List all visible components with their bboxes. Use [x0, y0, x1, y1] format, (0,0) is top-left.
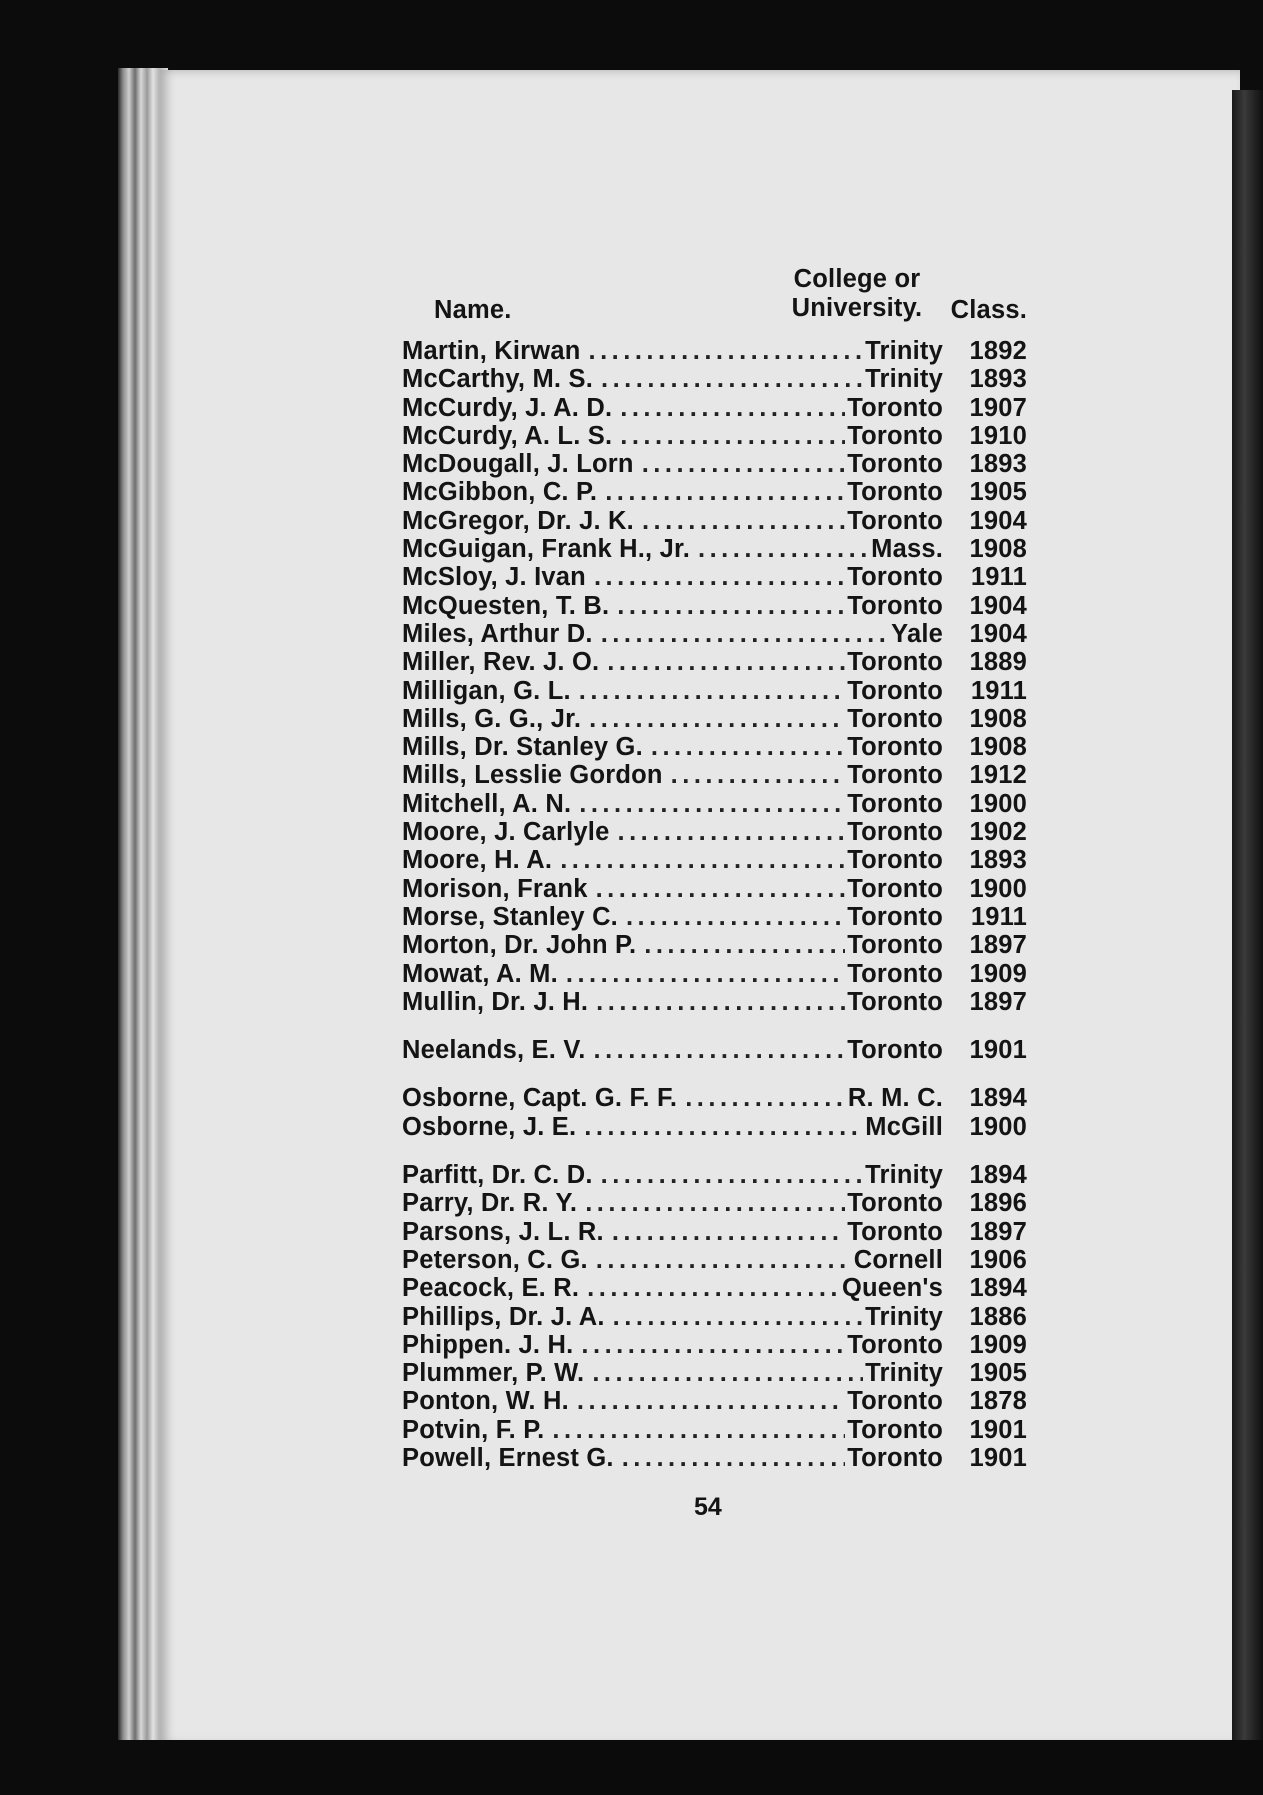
entry-name: Osborne, Capt. G. F. F. — [402, 1084, 678, 1113]
dot-leader — [566, 960, 845, 988]
entry-class-year: 1910 — [969, 421, 1027, 450]
entry-name: Phippen. J. H. — [402, 1330, 574, 1359]
list-item — [402, 563, 1027, 591]
entry-school: Toronto — [847, 733, 943, 762]
entry-class-year: 1894 — [969, 1274, 1027, 1303]
entry-class-year: 1886 — [969, 1302, 1027, 1331]
dot-leader — [592, 1359, 863, 1387]
dot-leader — [605, 478, 845, 506]
entry-school: McGill — [865, 1112, 943, 1141]
list-item — [402, 535, 1027, 563]
entry-class-year: 1908 — [969, 535, 1027, 564]
list-item — [402, 422, 1027, 450]
dot-leader — [651, 733, 845, 761]
entry-school: Toronto — [847, 563, 943, 592]
entry-name: Mills, Dr. Stanley G. — [402, 733, 643, 762]
list-item — [402, 365, 1027, 393]
entry-school: Toronto — [847, 1189, 943, 1218]
list-item — [402, 337, 1027, 365]
entry-name: McCurdy, J. A. D. — [402, 393, 613, 422]
list-item — [402, 620, 1027, 648]
dot-leader — [589, 705, 845, 733]
dot-leader — [552, 1416, 845, 1444]
dot-leader — [584, 1113, 863, 1141]
entry-rows — [402, 337, 1027, 1472]
entry-class-year: 1894 — [969, 1161, 1027, 1190]
list-item — [402, 450, 1027, 478]
dot-leader — [594, 563, 845, 591]
entry-name: Morton, Dr. John P. — [402, 931, 637, 960]
entry-school: Toronto — [847, 1330, 943, 1359]
dot-leader — [585, 1189, 845, 1217]
list-item — [402, 1387, 1027, 1415]
dot-leader — [685, 1084, 846, 1112]
list-item — [402, 705, 1027, 733]
list-item — [402, 818, 1027, 846]
list-item — [402, 1274, 1027, 1302]
list-item — [402, 478, 1027, 506]
entry-name: Peterson, C. G. — [402, 1245, 588, 1274]
entry-name: Mitchell, A. N. — [402, 789, 572, 818]
list-item — [402, 394, 1027, 422]
class-column-header: Class. — [950, 296, 1027, 324]
entry-class-year: 1912 — [969, 761, 1027, 790]
entry-name: Moore, H. A. — [402, 846, 553, 875]
entry-school: Toronto — [847, 1387, 943, 1416]
entry-school: Toronto — [847, 1217, 943, 1246]
entry-class-year: 1892 — [969, 337, 1027, 365]
entry-class-year: 1904 — [969, 591, 1027, 620]
dot-leader — [617, 592, 845, 620]
dot-leader — [577, 1387, 845, 1415]
dot-leader — [596, 875, 846, 903]
entry-name: McGibbon, C. P. — [402, 478, 598, 507]
entry-name: Martin, Kirwan — [402, 337, 581, 365]
entry-class-year: 1893 — [969, 450, 1027, 479]
page-number: 54 — [694, 1493, 722, 1521]
dot-leader — [642, 450, 845, 478]
list-item — [402, 988, 1027, 1016]
entry-school: Toronto — [847, 704, 943, 733]
entry-name: Osborne, J. E. — [402, 1112, 577, 1141]
dot-leader — [613, 1303, 863, 1331]
college-header-line1: College or — [793, 265, 921, 293]
list-item — [402, 761, 1027, 789]
entry-class-year: 1906 — [969, 1245, 1027, 1274]
entry-school: Toronto — [847, 846, 943, 875]
entry-name: Mowat, A. M. — [402, 959, 558, 988]
entry-school: Trinity — [865, 337, 943, 365]
entry-class-year: 1878 — [969, 1387, 1027, 1416]
entry-name: Miller, Rev. J. O. — [402, 648, 600, 677]
column-header — [402, 265, 1027, 327]
dot-leader — [581, 1331, 845, 1359]
entry-school: Toronto — [847, 478, 943, 507]
dot-leader — [601, 1161, 863, 1189]
entry-school: Toronto — [847, 506, 943, 535]
entry-class-year: 1904 — [969, 506, 1027, 535]
list-item — [402, 790, 1027, 818]
dot-leader — [698, 535, 869, 563]
group-separator — [402, 1064, 1027, 1084]
entry-school: Toronto — [847, 1415, 943, 1444]
entry-name: McCurdy, A. L. S. — [402, 421, 613, 450]
list-item — [402, 677, 1027, 705]
entry-name: Moore, J. Carlyle — [402, 818, 610, 847]
entry-name: Ponton, W. H. — [402, 1387, 569, 1416]
entry-name: Morison, Frank — [402, 874, 588, 903]
dot-leader — [601, 620, 889, 648]
entry-name: McGregor, Dr. J. K. — [402, 506, 634, 535]
entry-class-year: 1894 — [969, 1084, 1027, 1113]
entry-school: Toronto — [847, 676, 943, 705]
entry-school: Trinity — [865, 1161, 943, 1190]
entry-name: Miles, Arthur D. — [402, 619, 593, 648]
entry-name: McQuesten, T. B. — [402, 591, 610, 620]
list-item — [402, 960, 1027, 988]
entry-school: R. M. C. — [847, 1084, 943, 1113]
entry-class-year: 1905 — [969, 1359, 1027, 1388]
entry-name: Parry, Dr. R. Y. — [402, 1189, 578, 1218]
dot-leader — [593, 1036, 845, 1064]
dot-leader — [596, 1246, 852, 1274]
entry-class-year: 1902 — [969, 818, 1027, 847]
dot-leader — [560, 846, 845, 874]
dot-leader — [589, 337, 864, 365]
entry-name: Powell, Ernest G. — [402, 1443, 614, 1472]
entry-class-year: 1908 — [969, 704, 1027, 733]
entry-class-year: 1897 — [969, 987, 1027, 1016]
dot-leader — [607, 648, 845, 676]
entry-name: Plummer, P. W. — [402, 1359, 585, 1388]
list-item — [402, 1416, 1027, 1444]
list-item — [402, 733, 1027, 761]
entry-school: Toronto — [847, 761, 943, 790]
entry-class-year: 1893 — [969, 846, 1027, 875]
dot-leader — [596, 988, 845, 1016]
bottom-shadow — [150, 1740, 1263, 1795]
dot-leader — [601, 365, 863, 393]
name-column-header: Name. — [434, 296, 512, 324]
entry-school: Toronto — [847, 450, 943, 479]
entry-school: Toronto — [847, 874, 943, 903]
group-separator — [402, 1141, 1027, 1161]
entry-school: Trinity — [865, 365, 943, 394]
entry-class-year: 1900 — [969, 1112, 1027, 1141]
list-item — [402, 931, 1027, 959]
entry-name: McDougall, J. Lorn — [402, 450, 634, 479]
entry-name: Peacock, E. R. — [402, 1274, 580, 1303]
entry-class-year: 1897 — [969, 1217, 1027, 1246]
entry-name: Parfitt, Dr. C. D. — [402, 1161, 593, 1190]
list-item — [402, 1331, 1027, 1359]
list-item — [402, 1189, 1027, 1217]
entry-class-year: 1900 — [969, 874, 1027, 903]
entry-school: Toronto — [847, 789, 943, 818]
entry-school: Toronto — [847, 393, 943, 422]
entry-school: Toronto — [847, 959, 943, 988]
entry-school: Toronto — [847, 1443, 943, 1472]
entry-school: Toronto — [847, 421, 943, 450]
entry-name: Mills, Lesslie Gordon — [402, 761, 663, 790]
entry-name: Mills, G. G., Jr. — [402, 704, 582, 733]
entry-class-year: 1900 — [969, 789, 1027, 818]
entry-school: Toronto — [847, 818, 943, 847]
entry-school: Toronto — [847, 1036, 943, 1065]
entry-name: McSloy, J. Ivan — [402, 563, 586, 592]
entry-class-year: 1904 — [969, 619, 1027, 648]
dot-leader — [579, 790, 845, 818]
entry-school: Queen's — [842, 1274, 943, 1303]
entry-name: Milligan, G. L. — [402, 676, 571, 705]
entry-school: Toronto — [847, 902, 943, 931]
entry-name: Mullin, Dr. J. H. — [402, 987, 589, 1016]
list-item — [402, 592, 1027, 620]
list-item — [402, 648, 1027, 676]
dot-leader — [620, 394, 845, 422]
entry-school: Trinity — [865, 1302, 943, 1331]
dot-leader — [622, 1444, 845, 1472]
list-item — [402, 507, 1027, 535]
entry-class-year: 1911 — [970, 902, 1027, 931]
entry-name: Phillips, Dr. J. A. — [402, 1302, 605, 1331]
entry-class-year: 1908 — [969, 733, 1027, 762]
list-item — [402, 1303, 1027, 1331]
list-item — [402, 875, 1027, 903]
entry-school: Trinity — [865, 1359, 943, 1388]
entry-school: Toronto — [847, 931, 943, 960]
dot-leader — [617, 818, 845, 846]
entry-school: Cornell — [853, 1245, 943, 1274]
entry-class-year: 1893 — [969, 365, 1027, 394]
book-right-edge — [1232, 90, 1263, 1740]
entry-class-year: 1889 — [969, 648, 1027, 677]
entry-class-year: 1901 — [969, 1443, 1027, 1472]
group-separator — [402, 1016, 1027, 1036]
dot-leader — [626, 903, 845, 931]
dot-leader — [612, 1218, 845, 1246]
list-item — [402, 1246, 1027, 1274]
entry-school: Toronto — [847, 987, 943, 1016]
dot-leader — [579, 677, 845, 705]
entry-school: Toronto — [847, 591, 943, 620]
entry-school: Yale — [891, 619, 943, 648]
entry-class-year: 1897 — [969, 931, 1027, 960]
entry-class-year: 1909 — [969, 959, 1027, 988]
entry-school: Toronto — [847, 648, 943, 677]
dot-leader — [620, 422, 845, 450]
entry-class-year: 1907 — [969, 393, 1027, 422]
entry-class-year: 1911 — [970, 676, 1027, 705]
entry-school: Mass. — [871, 535, 943, 564]
college-header-line2: University. — [791, 294, 923, 322]
entry-name: Morse, Stanley C. — [402, 902, 618, 931]
entry-class-year: 1905 — [969, 478, 1027, 507]
entry-class-year: 1896 — [969, 1189, 1027, 1218]
entry-name: McGuigan, Frank H., Jr. — [402, 535, 691, 564]
entry-name: Neelands, E. V. — [402, 1036, 586, 1065]
entry-class-year: 1911 — [970, 563, 1027, 592]
entry-class-year: 1901 — [969, 1415, 1027, 1444]
list-item — [402, 1359, 1027, 1387]
entry-class-year: 1901 — [969, 1036, 1027, 1065]
alumni-list — [402, 265, 1027, 1472]
list-item — [402, 1113, 1027, 1141]
list-item — [402, 1161, 1027, 1189]
dot-leader — [587, 1274, 840, 1302]
list-item — [402, 846, 1027, 874]
list-item — [402, 1036, 1027, 1064]
dot-leader — [644, 931, 845, 959]
college-column-header — [777, 265, 937, 323]
dot-leader — [642, 507, 845, 535]
list-item — [402, 1218, 1027, 1246]
list-item — [402, 1444, 1027, 1472]
dot-leader — [671, 761, 846, 789]
entry-name: McCarthy, M. S. — [402, 365, 593, 394]
entry-name: Potvin, F. P. — [402, 1415, 545, 1444]
entry-class-year: 1909 — [969, 1330, 1027, 1359]
list-item — [402, 1084, 1027, 1112]
entry-name: Parsons, J. L. R. — [402, 1217, 604, 1246]
list-item — [402, 903, 1027, 931]
